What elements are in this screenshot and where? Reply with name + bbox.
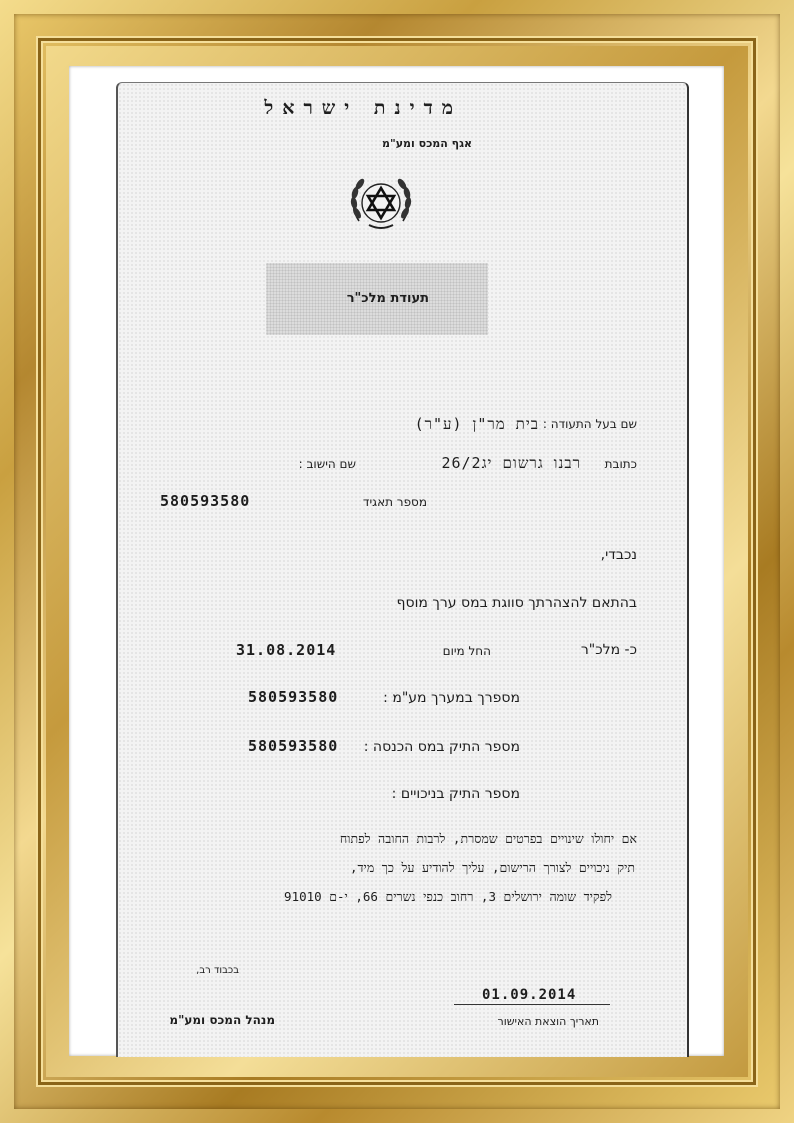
department-name: אגף המכס ומע"מ (382, 137, 472, 150)
holder-name-label: שם בעל התעודה : (542, 417, 637, 431)
regards: בכבוד רב, (196, 965, 239, 976)
issue-date-label: תאריך הוצאת האישור (497, 1015, 599, 1028)
state-name: מדינת ישראל (264, 97, 462, 119)
greeting: נכבדי, (600, 547, 637, 563)
corporation-id-label: מספר תאגיד (362, 495, 427, 509)
signatory-title: מנהל המכס ומע"מ (169, 1013, 275, 1027)
document-title: תעודת מלכ"ר (346, 291, 429, 306)
settlement-label: שם הישוב : (298, 457, 356, 471)
certificate-document (116, 82, 689, 1057)
classification-intro: בהתאם להצהרתך סווגת במס ערך מוסף (396, 595, 637, 611)
issue-date-underline (454, 1004, 610, 1005)
notice-line-2: תיק ניכויים לצורך הרישום, עליך להודיע על כך מיד, (350, 860, 635, 875)
address-value: רבנו גרשום יג26/2 (441, 454, 581, 472)
income-tax-file-label: מספר התיק במס הכנסה : (363, 739, 520, 755)
issue-date: 01.09.2014 (482, 987, 577, 1003)
vat-number-value: 580593580 (248, 688, 339, 706)
classification-type: כ- מלכ"ר (580, 642, 637, 658)
vat-number-label: מספרך במערך מע"מ : (383, 690, 520, 706)
state-emblem-icon (347, 169, 415, 237)
effective-from-label: החל מיום (442, 644, 491, 658)
effective-from-date: 31.08.2014 (236, 641, 337, 659)
notice-line-1: אם יחולו שינויים בפרטים שמסרת, לרבות החובה לפתוח (339, 831, 637, 846)
holder-name-value: בית מר"ן (ע"ר) (414, 415, 539, 433)
address-label: כתובת (604, 457, 637, 471)
income-tax-file-value: 580593580 (248, 737, 339, 755)
deductions-file-label: מספר התיק בניכויים : (391, 786, 520, 802)
notice-line-3: לפקיד שומה ירושלים 3, רחוב כנפי נשרים 66, י-ם 91010 (284, 889, 612, 904)
corporation-id-value: 580593580 (160, 492, 251, 510)
